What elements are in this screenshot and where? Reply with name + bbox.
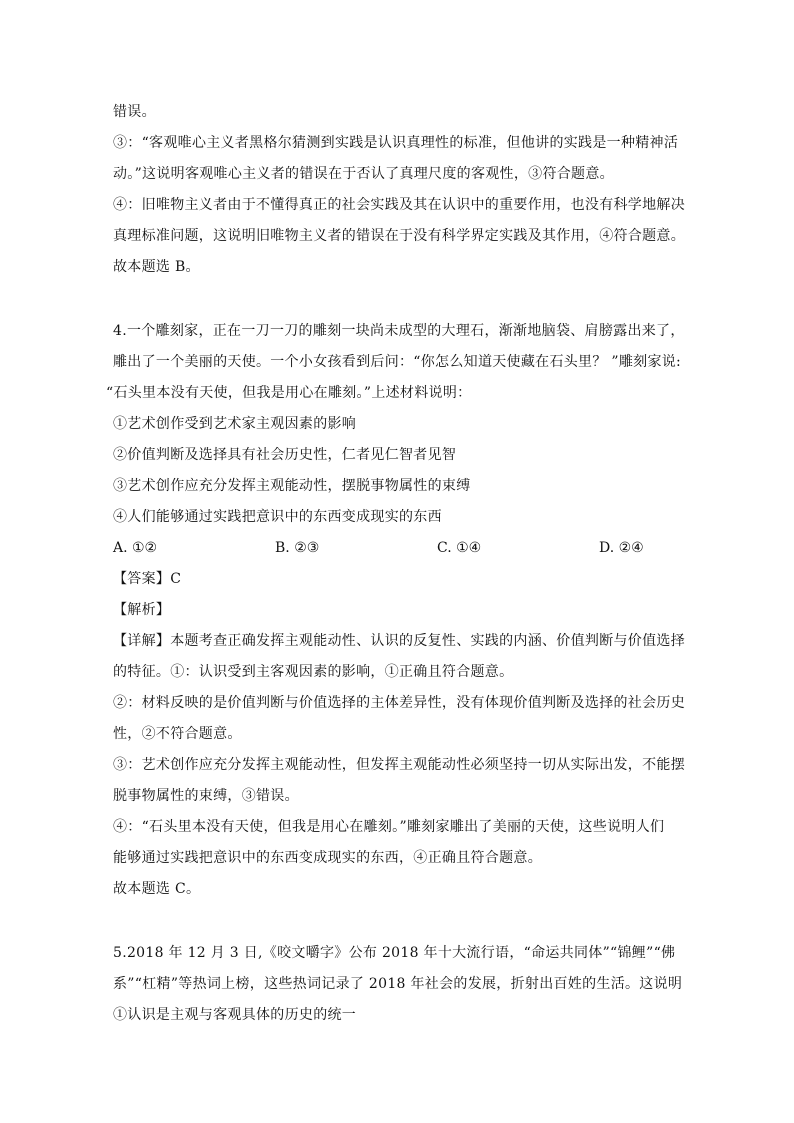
question-stem-line: 5.2018 年 12 月 3 日,《咬文嚼字》公布 2018 年十大流行语，“命运共同体”“锦鲤”“佛: [113, 945, 676, 961]
analysis-line: 故本题选 C。: [113, 881, 201, 897]
analysis-line: ④：“石头里本没有天使，但我是用心在雕刻。”雕刻家雕出了美丽的天使，这些说明人们: [113, 819, 665, 835]
analysis-label: 【解析】: [113, 602, 171, 618]
text-line: ③：“客观唯心主义者黑格尔猜测到实践是认识真理性的标准，但他讲的实践是一种精神活: [113, 135, 679, 151]
analysis-line: ②：材料反映的是价值判断与价值选择的主体差异性，没有体现价值判断及选择的社会历史: [113, 695, 685, 711]
question-stem-line: 4.一个雕刻家，正在一刀一刀的雕刻一块尚未成型的大理石，渐渐地脑袋、肩膀露出来了，: [113, 323, 685, 339]
answer-line: 【答案】C: [113, 571, 182, 587]
option-d: D. ②④: [599, 540, 644, 556]
text-line: 错误。: [113, 104, 156, 120]
analysis-line: 脱事物属性的束缚，③错误。: [113, 788, 299, 804]
text-line: ④：旧唯物主义者由于不懂得真正的社会实践及其在认识中的重要作用，也没有科学地解决: [113, 197, 685, 213]
statement-item: ④人们能够通过实践把意识中的东西变成现实的东西: [113, 509, 442, 525]
option-a: A. ①②: [113, 540, 158, 556]
text-line: 动。”这说明客观唯心主义者的错误在于否认了真理尺度的客观性，③符合题意。: [113, 166, 614, 182]
statement-item: ③艺术创作应充分发挥主观能动性，摆脱事物属性的束缚: [113, 478, 471, 494]
analysis-line: ③：艺术创作应充分发挥主观能动性，但发挥主观能动性必须坚持一切从实际出发，不能摆: [113, 757, 685, 773]
analysis-line: 的特征。①：认识受到主客观因素的影响，①正确且符合题意。: [113, 664, 514, 680]
question-stem-line: 系”“杠精”等热词上榜，这些热词记录了 2018 年社会的发展，折射出百姓的生活。这说明: [113, 976, 683, 992]
statement-item: ①艺术创作受到艺术家主观因素的影响: [113, 416, 357, 432]
text-line: 真理标准问题，这说明旧唯物主义者的错误在于没有科学界定实践及其作用，④符合题意。: [113, 228, 685, 244]
question-stem-line: “石头里本没有天使，但我是用心在雕刻。”上述材料说明：: [106, 385, 472, 401]
option-c: C. ①④: [437, 540, 482, 556]
text-line: 故本题选 B。: [113, 259, 200, 275]
statement-item: ②价值判断及选择具有社会历史性，仁者见仁智者见智: [113, 447, 457, 463]
analysis-line: 能够通过实践把意识中的东西变成现实的东西，④正确且符合题意。: [113, 850, 542, 866]
question-stem-line: 雕出了一个美丽的天使。一个小女孩看到后问：“你怎么知道天使藏在石头里？ ”雕刻家说:: [113, 354, 682, 370]
analysis-line: 性，②不符合题意。: [113, 726, 242, 742]
statement-item: ①认识是主观与客观具体的历史的统一: [113, 1007, 357, 1023]
analysis-line: 【详解】本题考查正确发挥主观能动性、认识的反复性、实践的内涵、价值判断与价值选择: [113, 633, 685, 649]
option-b: B. ②③: [275, 540, 320, 556]
